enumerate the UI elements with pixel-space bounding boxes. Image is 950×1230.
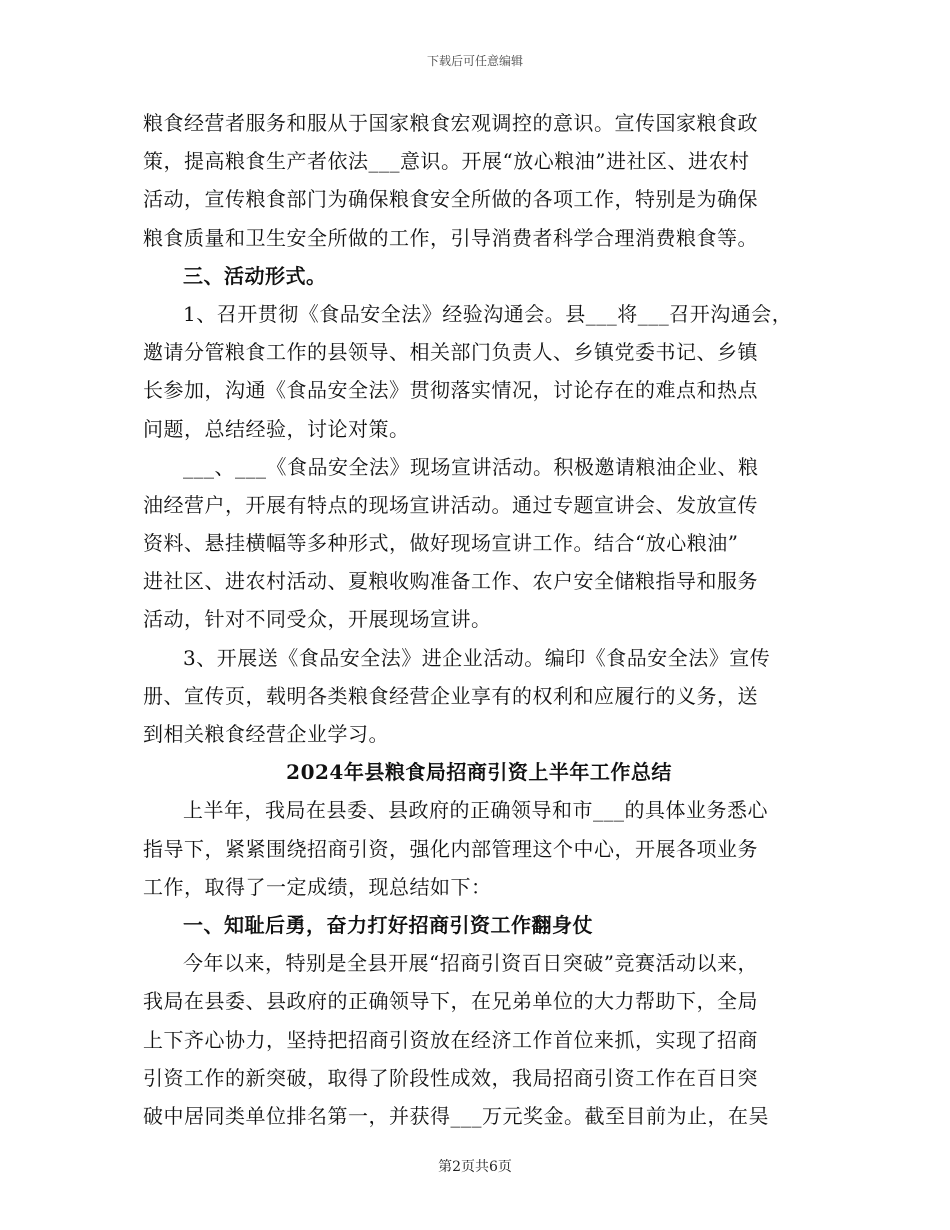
page-footer: 第2页共6页 [438,1159,512,1175]
body-line: 上下齐心协力，坚持把招商引资放在经济工作首位来抓，实现了招商 [143,1027,758,1052]
document-body [143,104,815,1135]
body-line: 册、宣传页，载明各类粮食经营企业享有的权利和应履行的义务，送 [143,683,758,708]
body-line: 到相关粮食经营企业学习。 [143,722,389,746]
body-line: ___、___《食品安全法》现场宣讲活动。积极邀请粮油企业、粮 [183,454,759,479]
body-line: 油经营户，开展有特点的现场宣讲活动。通过专题宣讲会、发放宣传 [143,492,758,517]
section-heading-investment: 一、知耻后勇，奋力打好招商引资工作翻身仗 [183,912,593,937]
body-line: 活动，针对不同受众，开展现场宣讲。 [143,607,492,632]
body-line: 破中居同类单位排名第一，并获得___万元奖金。截至目前为止，在吴 [143,1103,769,1128]
body-line: 邀请分管粮食工作的县领导、相关部门负责人、乡镇党委书记、乡镇 [143,340,758,365]
body-line: 1、召开贯彻《食品安全法》经验沟通会。县___将___召开沟通会， [183,301,793,326]
body-line: 引资工作的新突破，取得了阶段性成效，我局招商引资工作在百日突 [143,1065,758,1090]
body-line: 我局在县委、县政府的正确领导下，在兄弟单位的大力帮助下，全局 [143,989,758,1014]
section-heading-activity-form: 三、活动形式。 [183,263,327,288]
body-line: 资料、悬挂横幅等多种形式，做好现场宣讲工作。结合“放心粮油” [143,531,739,556]
body-line: 3、开展送《食品安全法》进企业活动。编印《食品安全法》宣传 [183,645,771,670]
body-line: 策，提高粮食生产者依法___意识。开展“放心粮油”进社区、进农村 [143,149,750,174]
body-line: 进社区、进农村活动、夏粮收购准备工作、农户安全储粮指导和服务 [143,569,758,594]
body-line: 粮食质量和卫生安全所做的工作，引导消费者科学合理消费粮食等。 [143,225,758,250]
page-header: 下载后可任意编辑 [426,54,523,68]
body-line: 指导下，紧紧围绕招商引资，强化内部管理这个中心，开展各项业务 [143,836,758,861]
body-line: 今年以来，特别是全县开展“招商引资百日突破”竞赛活动以来， [183,951,758,976]
body-line: 长参加，沟通《食品安全法》贯彻落实情况，讨论存在的难点和热点 [143,378,758,403]
body-line: 工作，取得了一定成绩，现总结如下： [143,874,492,899]
body-line: 问题，总结经验，讨论对策。 [143,416,410,441]
body-line: 活动，宣传粮食部门为确保粮食安全所做的各项工作，特别是为确保 [143,187,758,212]
body-line: 粮食经营者服务和服从于国家粮食宏观调控的意识。宣传国家粮食政 [143,111,758,135]
body-line: 上半年，我局在县委、县政府的正确领导和市___的具体业务悉心 [183,798,768,823]
document-title: 2024年县粮食局招商引资上半年工作总结 [286,760,672,785]
